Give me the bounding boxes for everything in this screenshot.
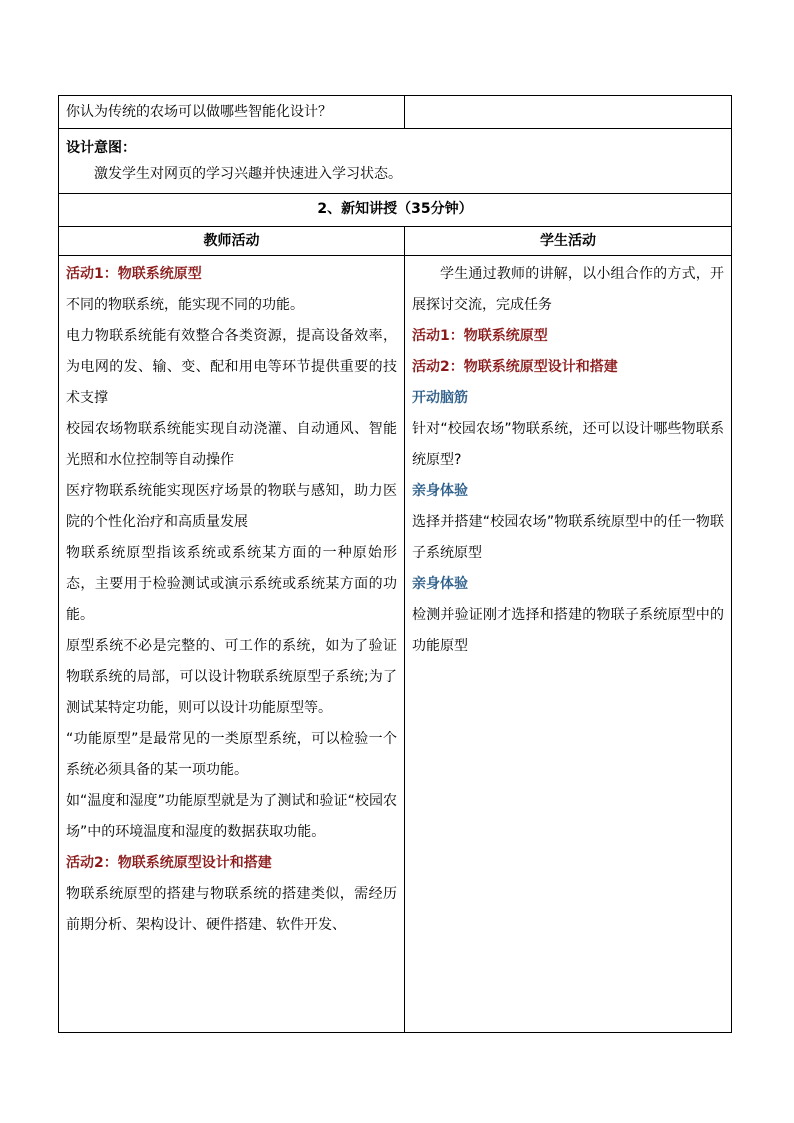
teacher-paragraph: “功能原型”是最常见的一类原型系统，可以检验一个系统必须具备的某一项功能。 [66,731,397,778]
experience1-text: 选择并搭建“校园农场”物联系统原型中的任一物联子系统原型 [412,514,724,561]
answer-cell [405,96,732,129]
teacher-paragraph: 原型系统不必是完整的、可工作的系统，如为了验证物联系统的局部，可以设计物联系统原型子系统;为了测试某特定功能，则可以设计功能原型等。 [66,638,397,716]
teacher-activity2-title: 活动2：物联系统原型设计和搭建 [66,855,272,871]
student-intro: 学生通过教师的讲解，以小组合作的方式，开展探讨交流，完成任务 [412,266,724,313]
brainstorm-text: 针对“校园农场”物联系统，还可以设计哪些物联系统原型? [412,421,724,468]
teacher-activity1-title: 活动1：物联系统原型 [66,266,202,282]
section-title: 2、新知讲授（35分钟） [59,194,732,227]
teacher-paragraph: 医疗物联系统能实现医疗场景的物联与感知，助力医院的个性化治疗和高质量发展 [66,483,397,530]
teacher-column-header: 教师活动 [59,227,405,256]
student-activity-cell [405,256,732,1033]
lesson-plan-table [58,95,732,1033]
teacher-paragraph: 物联系统原型指该系统或系统某方面的一种原始形态，主要用于检验测试或演示系统或系统某方面的功能。 [66,545,397,623]
teacher-paragraph: 校园农场物联系统能实现自动浇灌、自动通风、智能光照和水位控制等自动操作 [66,421,397,468]
student-column-header: 学生活动 [405,227,732,256]
experience2-label: 亲身体验 [412,576,468,592]
teacher-closing-paragraph: 物联系统原型的搭建与物联系统的搭建类似，需经历前期分析、架构设计、硬件搭建、软件开发、 [66,886,397,933]
teacher-paragraph: 不同的物联系统，能实现不同的功能。 [66,297,304,313]
teacher-paragraph: 如“温度和湿度”功能原型就是为了测试和验证“校园农场”中的环境温度和湿度的数据获取功能。 [66,793,397,840]
student-activity2-title: 活动2：物联系统原型设计和搭建 [412,359,618,375]
intent-cell [59,129,732,194]
intent-row [59,129,732,194]
brainstorm-label: 开动脑筋 [412,390,468,406]
teacher-activity-cell [59,256,405,1033]
activity-row [59,256,732,1033]
column-header-row [59,227,732,256]
student-activity1-title: 活动1：物联系统原型 [412,328,548,344]
question-cell [59,96,405,129]
question-row [59,96,732,129]
intent-text: 激发学生对网页的学习兴趣并快速进入学习状态。 [94,166,402,182]
question-text: 你认为传统的农场可以做哪些智能化设计？ [66,104,332,120]
intent-label: 设计意图： [66,140,136,156]
experience1-label: 亲身体验 [412,483,468,499]
teacher-paragraph: 电力物联系统能有效整合各类资源，提高设备效率，为电网的发、输、变、配和用电等环节提供重要的技术支撑 [66,328,397,406]
section-row [59,194,732,227]
experience2-text: 检测并验证刚才选择和搭建的物联子系统原型中的功能原型 [412,607,724,654]
